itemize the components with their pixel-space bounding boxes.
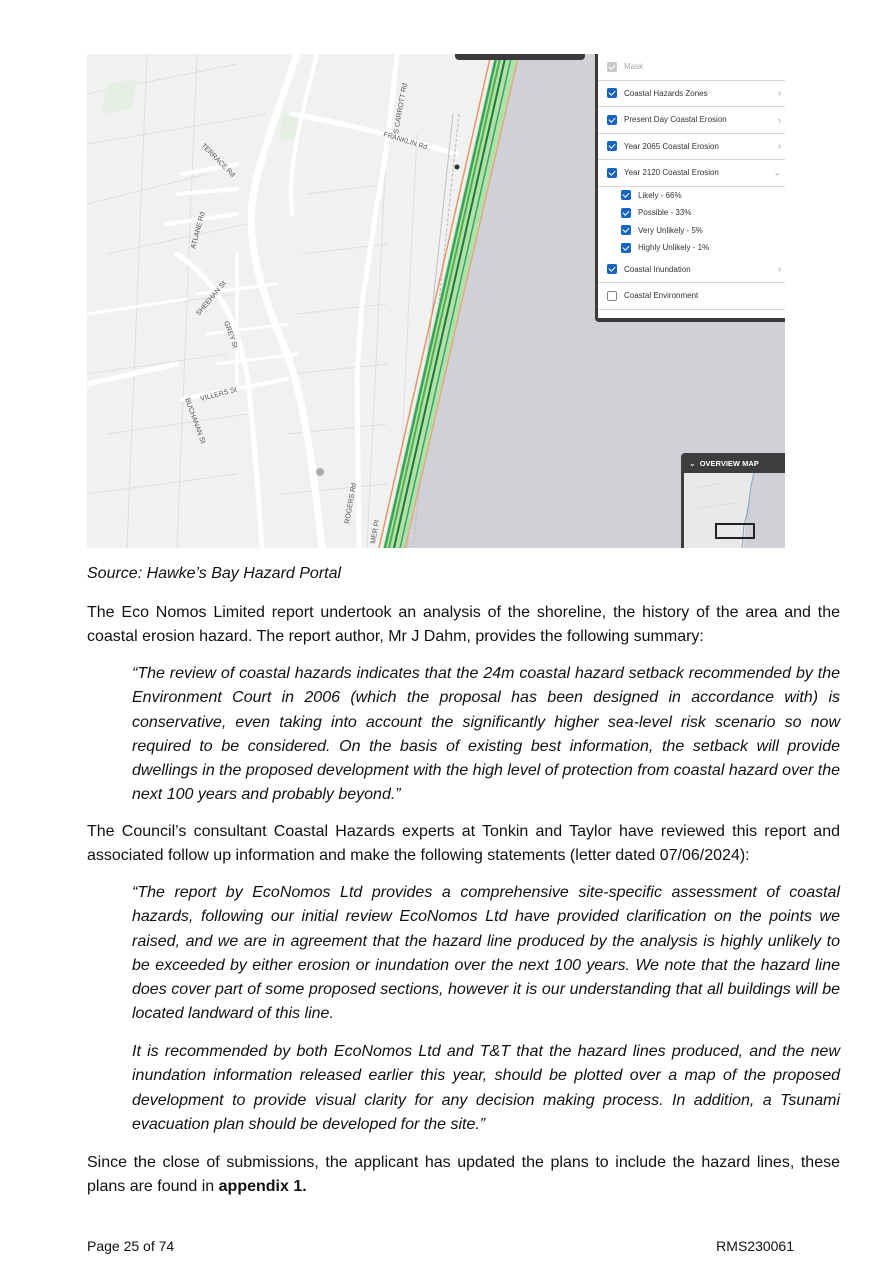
street-label-franklin: FRANKLIN Rd bbox=[382, 131, 428, 152]
chevron-right-icon[interactable]: › bbox=[778, 141, 781, 152]
page-number: Page 25 of 74 bbox=[87, 1238, 175, 1254]
street-label-atlane: ATLANE Rd bbox=[190, 211, 207, 250]
layer-label: Coastal Inundation bbox=[624, 264, 691, 274]
overview-map-label: OVERVIEW MAP bbox=[699, 458, 759, 468]
hazard-portal-map[interactable] bbox=[87, 54, 785, 548]
chevron-down-icon: ⌄ bbox=[689, 458, 696, 468]
paragraph-1: The Eco Nomos Limited report undertook an analysis of the shoreline, the history of the area and the coastal erosion hazard. The report author, Mr J Dahm, provides the following summary: bbox=[87, 604, 840, 646]
layer-checkbox[interactable] bbox=[607, 168, 617, 178]
chevron-right-icon[interactable]: › bbox=[778, 88, 781, 99]
overview-map-body[interactable] bbox=[681, 473, 785, 548]
map-toolbar-edge bbox=[455, 54, 585, 60]
layer-label: Present Day Coastal Erosion bbox=[624, 115, 727, 125]
layer-list-panel[interactable] bbox=[595, 54, 785, 322]
overview-map-widget[interactable] bbox=[681, 453, 785, 548]
paragraph-2: The Council’s consultant Coastal Hazards experts at Tonkin and Taylor have reviewed this report and associated follow up information and make the following statements (letter dated 07/06/2024): bbox=[87, 823, 840, 865]
layer-checkbox[interactable] bbox=[607, 264, 617, 274]
layer-row[interactable] bbox=[598, 134, 785, 161]
street-label-buchanan: BUCHANAN St bbox=[183, 397, 207, 445]
quote-tonkin-taylor-2: It is recommended by both EcoNomos Ltd and T&T that the hazard lines produced, and the new inundation information released earlier this year, should be plotted over a map of the proposed development to provide visual clarity for any decision making process. In addition, a Tsunami evacuation plan should be developed for the site.” bbox=[132, 1043, 840, 1133]
layer-checkbox[interactable] bbox=[607, 115, 617, 125]
layer-label: Year 2120 Coastal Erosion bbox=[624, 168, 719, 178]
layer-row[interactable] bbox=[598, 222, 785, 240]
street-label-sheehan: SHEEHAN St bbox=[195, 280, 228, 318]
layer-checkbox[interactable] bbox=[621, 190, 631, 200]
street-label-carrott: S CARROTT Rd bbox=[393, 82, 409, 135]
quote-dahm: “The review of coastal hazards indicates that the 24m coastal hazard setback recommended by the Environment Court in 2006 (which the proposal has been designed in accordance with) is conservative, even taking into account the significantly higher sea-level risk scenario so now required to be considered. On the basis of existing best information, the setback will provide dwellings in the proposed development with the high level of protection from coastal hazard over the next 100 years and probably beyond.” bbox=[132, 665, 840, 804]
layer-checkbox[interactable] bbox=[621, 208, 631, 218]
layer-label: Coastal Environment bbox=[624, 291, 699, 301]
layer-row[interactable] bbox=[598, 257, 785, 284]
figure-caption: Source: Hawke’s Bay Hazard Portal bbox=[87, 565, 342, 582]
layer-row[interactable] bbox=[598, 160, 785, 187]
layer-row[interactable] bbox=[598, 54, 785, 81]
layer-row[interactable] bbox=[598, 283, 785, 310]
layer-checkbox[interactable] bbox=[607, 291, 617, 301]
road-marker-icon bbox=[316, 468, 324, 476]
layer-row[interactable] bbox=[598, 239, 785, 257]
layer-checkbox[interactable] bbox=[621, 243, 631, 253]
layer-checkbox[interactable] bbox=[621, 225, 631, 235]
layer-label: Very Unlikely - 5% bbox=[638, 225, 703, 235]
location-dot bbox=[455, 165, 460, 170]
paragraph-3-text: Since the close of submissions, the applicant has updated the plans to include the hazard lines, these plans are found in bbox=[87, 1154, 840, 1196]
layer-checkbox[interactable] bbox=[607, 88, 617, 98]
layer-checkbox[interactable] bbox=[607, 141, 617, 151]
document-reference: RMS230061 bbox=[716, 1238, 794, 1254]
layer-label: Coastal Hazards Zones bbox=[624, 88, 708, 98]
overview-map-header[interactable] bbox=[681, 453, 785, 473]
layer-label: Likely - 66% bbox=[638, 190, 682, 200]
street-label-villers: VILLERS St bbox=[199, 386, 238, 403]
appendix-reference: appendix 1. bbox=[218, 1178, 307, 1196]
street-label-mer: MER Pl bbox=[370, 519, 382, 545]
layer-label: Year 2065 Coastal Erosion bbox=[624, 141, 719, 151]
street-label-rogers: ROGERS Rd bbox=[344, 482, 359, 525]
layer-label: Possible - 33% bbox=[638, 208, 692, 218]
layer-row[interactable] bbox=[598, 107, 785, 134]
layer-row[interactable] bbox=[598, 187, 785, 205]
street-label-terrace: TERRACE Rd bbox=[199, 142, 236, 179]
chevron-down-icon[interactable]: ⌄ bbox=[773, 167, 781, 178]
quote-tonkin-taylor-1: “The report by EcoNomos Ltd provides a comprehensive site-specific assessment of coastal hazards, following our initial review EcoNomos Ltd have provided clarification on the points we raised, and we are in agreement that the hazard line produced by the analysis is highly unlikely to be exceeded by either erosion or inundation over the next 100 years. We note that the hazard line does cover part of some proposed sections, however it is our understanding that all buildings will be located landward of this line. bbox=[132, 884, 840, 1023]
chevron-right-icon[interactable]: › bbox=[778, 114, 781, 125]
layer-row[interactable] bbox=[598, 204, 785, 222]
layer-label: Mask bbox=[624, 62, 644, 72]
street-label-grey: GREY St bbox=[222, 320, 239, 350]
chevron-right-icon[interactable]: › bbox=[778, 264, 781, 275]
layer-checkbox[interactable] bbox=[607, 62, 617, 72]
paragraph-3 bbox=[87, 1151, 840, 1200]
layer-row[interactable] bbox=[598, 81, 785, 108]
layer-label: Highly Unlikely - 1% bbox=[638, 243, 710, 253]
